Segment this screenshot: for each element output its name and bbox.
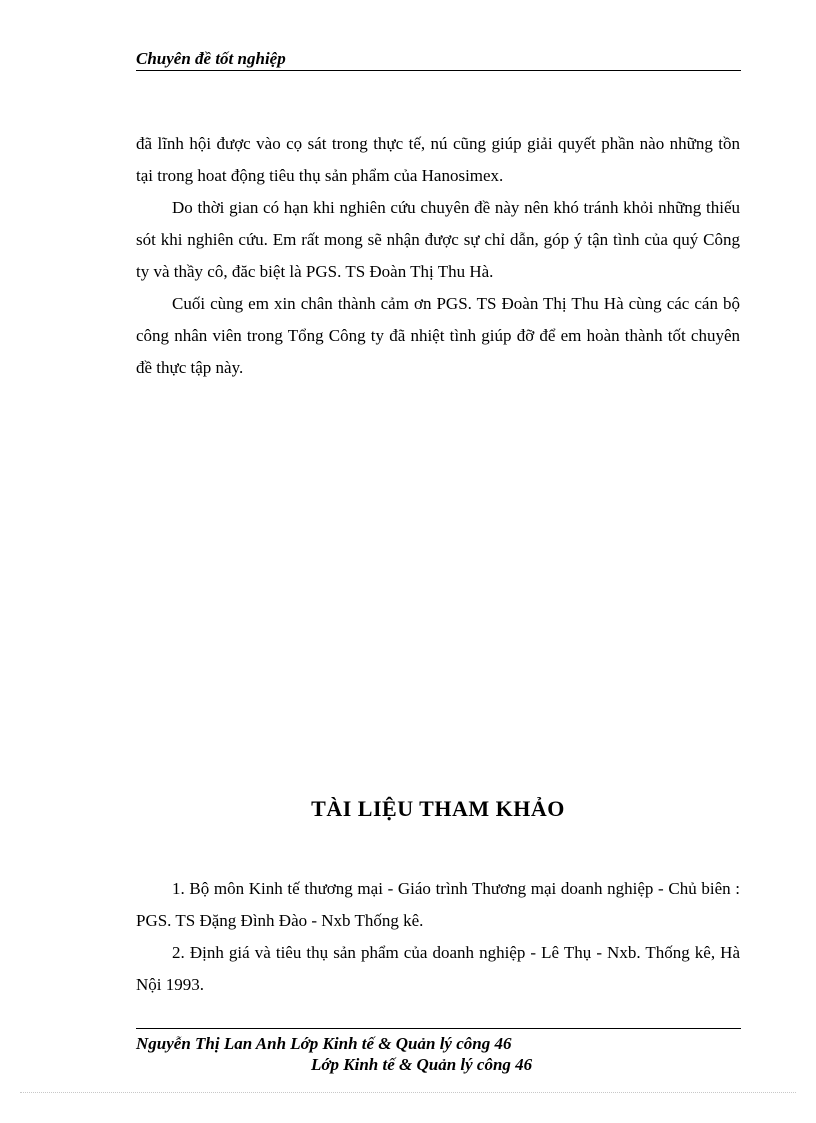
footer-author-line: Nguyễn Thị Lan Anh Lớp Kinh tế & Quản lý công 46 xyxy=(136,1034,512,1053)
reference-item-1: 1. Bộ môn Kinh tế thương mại - Giáo trình Thương mại doanh nghiệp - Chủ biên : PGS. TS Đặng Đình Đào - Nxb Thống kê. xyxy=(136,879,740,930)
footer-class-line: Lớp Kinh tế & Quản lý công 46 xyxy=(311,1055,533,1074)
body-paragraph-3: Cuối cùng em xin chân thành cảm ơn PGS. TS Đoàn Thị Thu Hà cùng các cán bộ công nhân viên trong Tổng Công ty đã nhiệt tình giúp đỡ để em hoàn thành tốt chuyên đề thực tập này. xyxy=(136,294,740,377)
page-header-title: Chuyên đề tốt nghiệp xyxy=(136,49,286,68)
body-text xyxy=(136,128,740,384)
body-paragraph-2: Do thời gian có hạn khi nghiên cứu chuyên đề này nên khó tránh khỏi những thiếu sót khi nghiên cứu. Em rất mong sẽ nhận được sự chỉ dẫn, góp ý tận tình của quý Công ty và thầy cô, đăc biệt là PGS. TS Đoàn Thị Thu Hà. xyxy=(136,198,740,281)
footer-divider xyxy=(136,1028,741,1029)
reference-item-2: 2. Định giá và tiêu thụ sản phẩm của doanh nghiệp - Lê Thụ - Nxb. Thống kê, Hà Nội 1993. xyxy=(136,943,740,994)
references-heading: TÀI LIỆU THAM KHẢO xyxy=(311,796,565,821)
references-list xyxy=(136,873,740,1001)
page-bottom-dotted-border xyxy=(20,1092,796,1093)
header-divider xyxy=(136,70,741,71)
body-paragraph-1: đã lĩnh hội được vào cọ sát trong thực tế, nú cũng giúp giải quyết phần nào những tồn tại trong hoat động tiêu thụ sản phẩm của Hanosimex. xyxy=(136,134,740,185)
